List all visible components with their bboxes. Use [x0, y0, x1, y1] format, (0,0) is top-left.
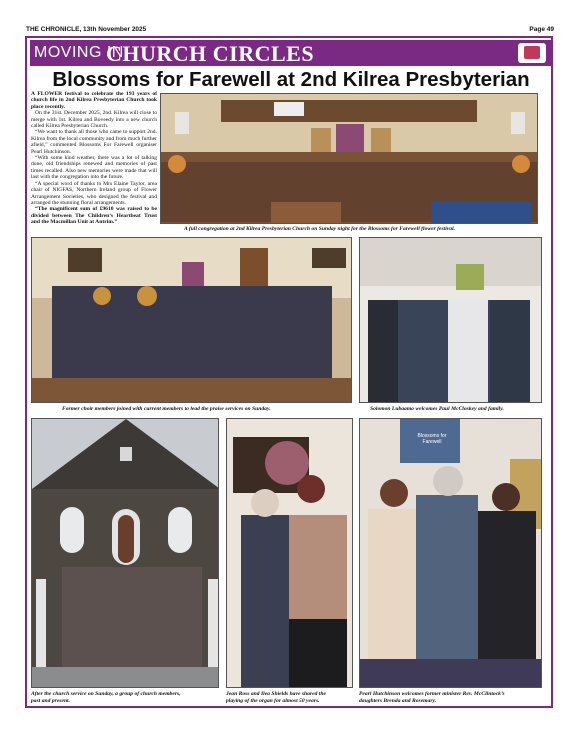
caption-welcome: Solomon Lubaamo welcomes Paul McCloskey and family.	[370, 406, 504, 412]
page-header	[26, 26, 554, 36]
publication-date: THE CHRONICLE, 13th November 2025	[26, 26, 147, 33]
caption-line: Pearl Hutchinson welcomes former minister Rev. McClintock’s	[359, 691, 505, 697]
section-badge-icon	[518, 43, 546, 63]
article-paragraph: “We want to thank all those who came to support 2nd. Kilrea from the local community and from much further afield,” commented Blossoms For Farewell organiser Pearl Hutchinson.	[31, 129, 157, 155]
headline: Blossoms for Farewell at 2nd Kilrea Presbyterian	[52, 68, 530, 91]
section-banner	[30, 40, 552, 66]
article-lead: A FLOWER festival to celebrate the 193 years of church life in 2nd Kilrea Presbyterian Church took place recently.	[31, 91, 157, 110]
article-paragraph: “A special word of thanks to Mrs Elaine Taylor, area chair of NIGFAS, Northern Ireland group of Flower Arrangement Societies, who designed the festival and arranged the stunning floral arrangements.	[31, 180, 157, 206]
page-number: Page 49	[529, 26, 554, 33]
screen-text: Blossoms for Farewell	[417, 433, 447, 445]
caption-ministers-daughters	[359, 691, 505, 705]
caption-church-members	[31, 691, 181, 705]
photo-ministers-daughters	[359, 418, 542, 688]
article-paragraph: On the 31st. December 2025, 2nd. Kilrea will close to merge with 1st. Kilrea and Boveedy into a new church called Kilrea Presbyterian Church.	[31, 110, 157, 130]
caption-line: Jean Ross and Ilea Shields have shared the	[226, 691, 326, 697]
caption-line: playing of the organ for almost 50 years.	[226, 698, 320, 704]
photo-choir	[31, 237, 352, 403]
photo-congregation	[160, 93, 538, 224]
photo-welcome	[359, 237, 542, 403]
article-paragraph: “With some kind weather, there was a lot of talking done, old friendships renewed and memories of past times recalled. Also new memories were made that will last with the congregation into the future.	[31, 155, 157, 181]
caption-line: After the church service on Sunday, a group of church members,	[31, 691, 181, 697]
caption-congregation: A full congregation at 2nd Kilrea Presbyterian Church on Sunday night for the Blossoms for Farewell flower festival.	[184, 226, 456, 232]
caption-choir: Former choir members joined with current members to lead the praise services on Sunday.	[62, 406, 271, 412]
photo-organists	[226, 418, 353, 688]
caption-line: daughters Brenda and Rosemary.	[359, 698, 437, 704]
article-closing: “The magnificent sum of £9610 was raised to be divided between The Children’s Heartbeat Trust and the Macmillan Unit at Antrim.”	[31, 206, 157, 226]
banner-title: CHURCH CIRCLES	[106, 41, 315, 66]
caption-line: past and present.	[31, 698, 71, 704]
photo-church-building	[31, 418, 219, 688]
caption-organists	[226, 691, 326, 705]
banner-prefix: MOVING IN	[34, 44, 124, 61]
article-body	[31, 91, 157, 226]
